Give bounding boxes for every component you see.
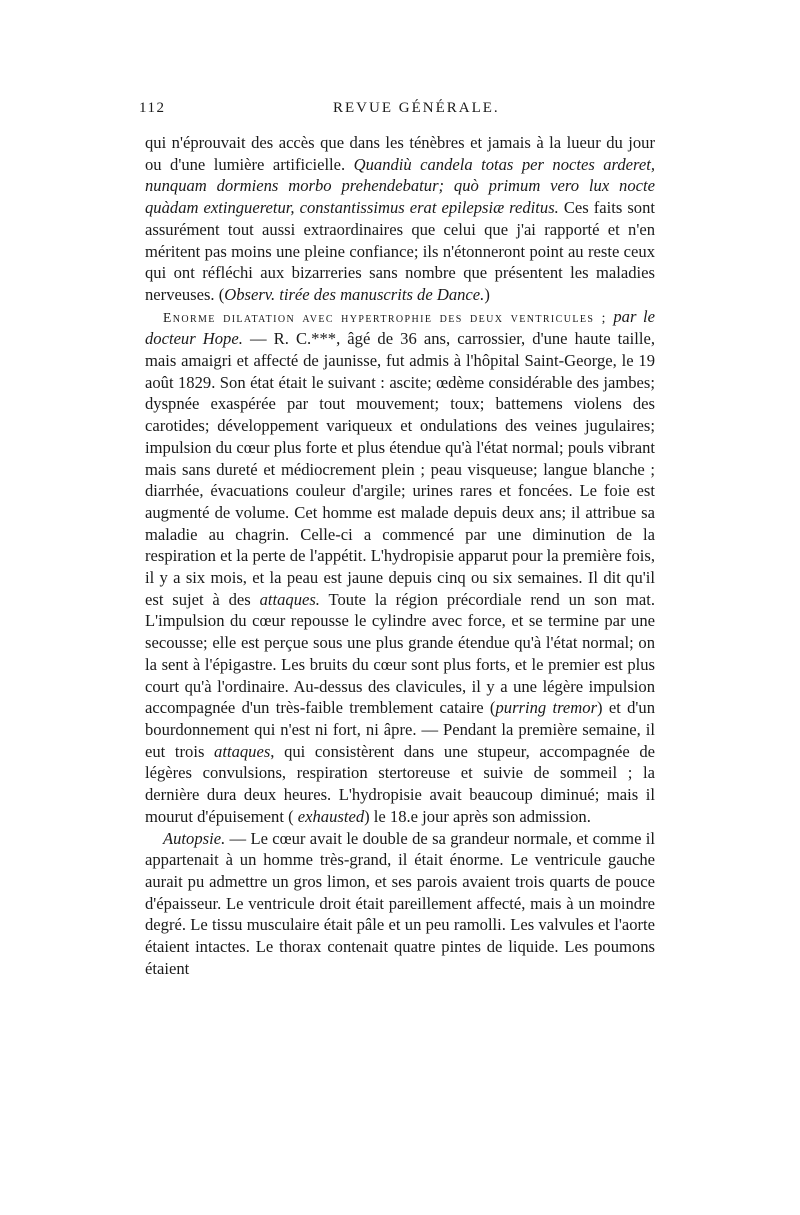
text-run: qui n'éprouvait des accès que dans les ténèbres et jamais à la lueur du jour ou d'une lumière artificielle. [145,133,655,174]
case-author: par le docteur Hope. [145,306,656,349]
text-run: ) le 18.e jour après son admission. [364,806,591,826]
italic-term: exhausted [297,806,365,826]
text-run: — Le cœur avait le double de sa grandeur normale, et comme il appartenait à un homme très-grand, il était énorme. Le ventricule gauche aurait pu admettre un gros limon, et ses parois avaient trois quarts de pouce d'épaisseur. Le ventricule droit était pareillement affecté, mais à un moindre degré. Le tissu musculaire était pâle et un peu ramolli. Les valvules et l'aorte étaient intactes. Le thorax contenait quatre pintes de liquide. Les poumons étaient [145,828,655,978]
latin-quote: Quandiù candela totas per noctes arderet, nunquam dormiens morbo prehendebatur; quò primum vero lux nocte quàdam extingueretur, constantissimus erat epilepsiæ reditus. [145,154,655,218]
case-paragraph [145,306,655,828]
text-run: Ces faits sont assurément tout aussi extraordinaires que celui que j'ai rapporté et n'en méritent pas moins une pleine confiance; ils n'étonneront point au reste ceux qui ont réfléchi aux bizarreries sans nombre que présentent les maladies nerveuses. ( [145,198,655,304]
source-note: Observ. tirée des manuscrits de Dance. [224,284,485,304]
text-run: ) [484,284,490,304]
italic-term: attaques [214,741,271,761]
italic-term: purring tremor [495,698,598,718]
running-title: REVUE GÉNÉRALE. [333,100,500,116]
case-heading: Enorme dilatation avec hypertrophie des deux ventricules ; [163,309,607,325]
page-number: 112 [139,100,166,116]
text-run: — R. C.***, âgé de 36 ans, carrossier, d'une haute taille, mais amaigri et affecté de jaunisse, fut admis à l'hôpital Saint-George, le 19 août 1829. Son état était le suivant : ascite; œdème considérable des jambes; dyspnée exaspérée par tout mouvement; toux; battemens violens des carotides; développement variqueux et ondulations des veines jugulaires; impulsion du cœur plus forte et plus étendue qu'à l'état normal; pouls vibrant mais sans dureté et médiocrement plein ; peau visqueuse; langue blanche ; diarrhée, évacuations couleur d'argile; urines rares et foncées. Le foie est augmenté de volume. Cet homme est malade depuis deux ans; il attribue sa maladie au chagrin. Celle-ci a commencé par une diminution de la respiration et la perte de l'appétit. L'hydropisie apparut pour la première fois, il y a six mois, et la peau est jaune depuis cinq ou six semaines. Il dit qu'il est sujet à des [145,329,655,609]
paragraph-continuation [145,132,655,306]
text-run: , qui consistèrent dans une stupeur, accompagnée de légères convulsions, respiration stertoreuse et suivie de sommeil ; la dernière dura deux heures. L'hydropisie avait beaucoup diminué; mais il mourut d'épuisement ( [145,741,655,826]
autopsy-paragraph [145,828,655,980]
book-page [139,100,656,979]
italic-term: attaques. [259,589,320,609]
text-run: Toute la région précordiale rend un son mat. L'impulsion du cœur repousse le cylindre avec force, et se termine par une secousse; elle est perçue sous une plus grande étendue qu'à l'état normal; on la sent à l'épigastre. Les bruits du cœur sont plus forts, et le premier est plus court qu'à l'ordinaire. Au-dessus des clavicules, il y a une légère impulsion accompagnée d'un très-faible tremblement cataire ( [145,589,655,718]
running-header [139,100,655,126]
autopsy-label: Autopsie. [163,828,226,848]
body-text [145,132,655,979]
text-run: ) et d'un bourdonnement qui n'est ni fort, ni âpre. — Pendant la première semaine, il eut trois [145,698,655,761]
